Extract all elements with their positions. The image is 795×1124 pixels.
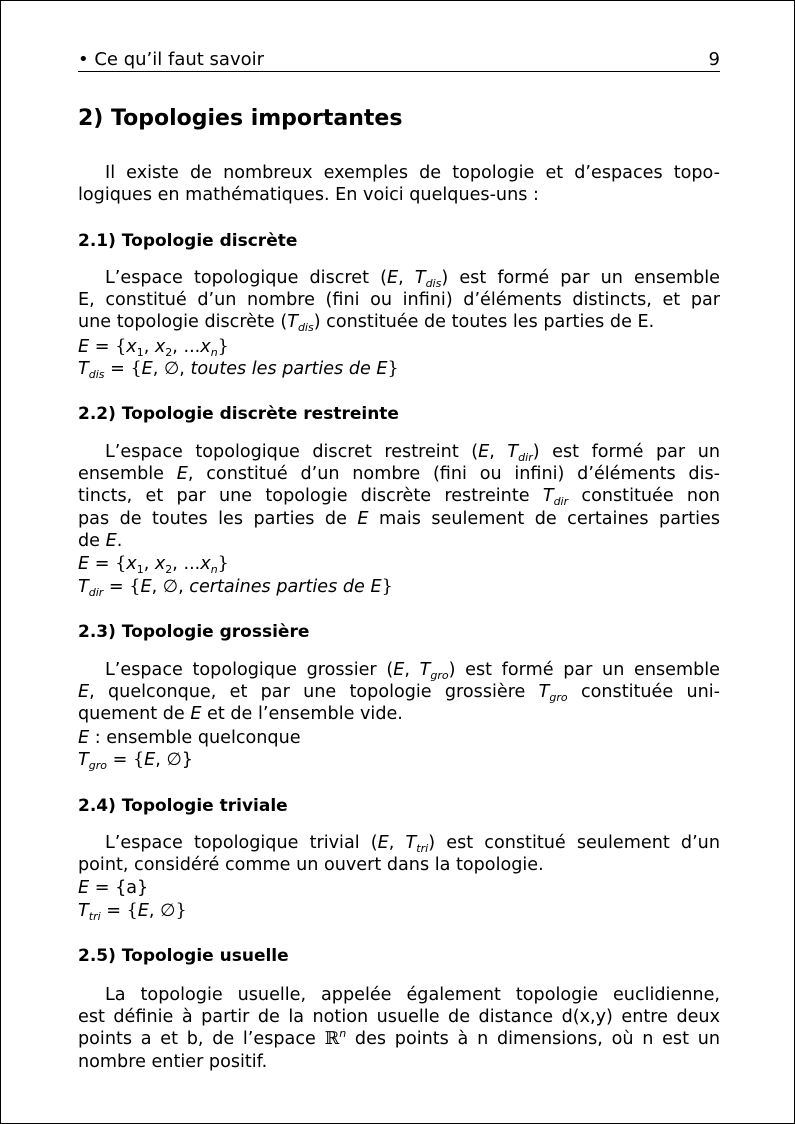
subsection-title-usual: 2.5) Topologie usuelle	[78, 946, 289, 966]
coarse-set-E: E : ensemble quelconque	[78, 728, 301, 748]
trivial-set-E: E = {a}	[78, 878, 149, 898]
trivial-topology-set: $T_{tri} = \{E$, ∅}	[78, 901, 187, 923]
header-title: • Ce qu’il faut savoir	[78, 49, 265, 70]
restricted-set-E: $E = \{x_1$, $x_2$, $...x_n$}	[78, 554, 229, 576]
discrete-paragraph: L’espace topologique discret (E, $T_{dis}$) est formé par un ensemble E, constitué d’un nombre (fini ou infini) d’éléments distincts, et par une topologie discrète $(T_{dis})$ constituée de toutes les parties de E.	[78, 268, 721, 335]
subsection-title-restricted: 2.2) Topologie discrète restreinte	[78, 404, 399, 424]
page-number: 9	[708, 49, 720, 70]
coarse-paragraph: L’espace topologique grossier (E, $T_{gro}$) est formé par un ensemble E, quelconque, et par une topologie grossière $T_{gro}$ constituée uni- quement de E et de l’ensemble vide.	[78, 660, 721, 725]
usual-paragraph: La topologie usuelle, appelée également topologie euclidienne, est définie à partir de la notion usuelle de distance d(x,y) entre deux points a et b, de l’espace ℝ$^n$ des points à n dimensions, où n est un nombre entier positif.	[78, 985, 720, 1072]
coarse-topology-set: $T_{gro} = \{E$, ∅}	[78, 750, 193, 772]
subsection-title-discrete: 2.1) Topologie discrète	[78, 231, 298, 251]
subsection-title-coarse: 2.3) Topologie grossière	[78, 622, 310, 642]
restricted-paragraph: L’espace topologique discret restreint (E, $T_{dir}$) est formé par un ensemble E, constitué d’un nombre (fini ou infini) d’éléments dis- tincts, et par une topologie discrète restreinte $T_{dir}$ constituée non pas de toutes les parties de E mais seulement de certaines parties de E.	[78, 442, 721, 551]
section-title: 2) Topologies importantes	[78, 106, 403, 131]
subsection-title-trivial: 2.4) Topologie triviale	[78, 796, 288, 816]
intro-paragraph: Il existe de nombreux exemples de topologie et d’espaces topo- logiques en mathématiques. En voici quelques-uns :	[78, 163, 720, 206]
restricted-topology-set: $T_{dir} = \{E$, ∅, certaines parties de E}	[78, 577, 393, 599]
discrete-set-E: $E = \{x_1$, $x_2$, $...x_n$}	[78, 337, 229, 359]
discrete-topology-set: $T_{dis} = \{E$, ∅, toutes les parties de E}	[78, 359, 399, 381]
running-header	[78, 49, 720, 72]
trivial-paragraph: L’espace topologique trivial (E, $T_{tri}$) est constitué seulement d’un point, considéré comme un ouvert dans la topologie.	[78, 833, 720, 876]
